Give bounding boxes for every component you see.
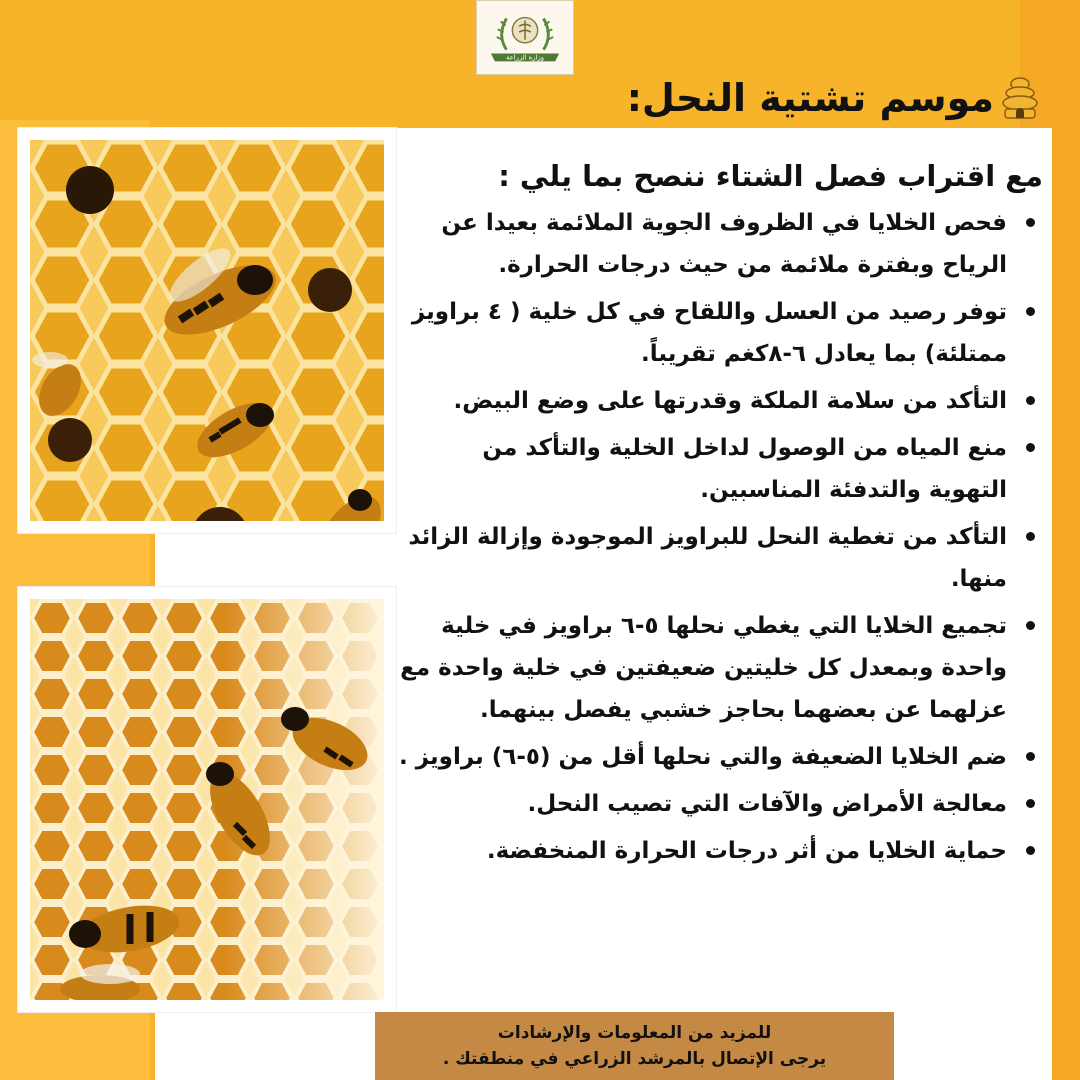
bullet-icon (1026, 799, 1035, 808)
honeycomb-bees-photo-icon (30, 599, 384, 1000)
bullet-icon (1026, 532, 1035, 541)
list-item (398, 427, 1043, 511)
page-title: موسم تشتية النحل: (626, 76, 994, 120)
title-row (627, 70, 1040, 126)
bullet-icon (1026, 218, 1035, 227)
contact-footer (375, 1012, 894, 1080)
advice-section (398, 152, 1043, 972)
footer-line-2: يرجى الإتصال بالمرشد الزراعي في منطقتك . (442, 1049, 827, 1069)
bullet-icon (1026, 846, 1035, 855)
bees-photo-bottom (18, 587, 396, 1012)
tip-text: فحص الخلايا في الظروف الجوية الملائمة بعيدا عن الرياح وبفترة ملائمة من حيث درجات الحرارة. (441, 210, 1007, 278)
tip-text: حماية الخلايا من أثر درجات الحرارة المنخفضة. (486, 838, 1007, 864)
tip-text: منع المياه من الوصول لداخل الخلية والتأكد من التهوية والتدفئة المناسبين. (482, 435, 1007, 503)
intro-text: مع اقتراب فصل الشتاء ننصح بما يلي : (498, 159, 1043, 193)
tip-text: تجميع الخلايا التي يغطي نحلها ٥-٦ براويز في خلية واحدة وبمعدل كل خليتين ضعيفتين في خلية واحدة مع عزلهما عن بعضهما بحاجز خشبي يفصل بينهما. (400, 613, 1007, 723)
list-item (398, 202, 1043, 286)
list-item (398, 605, 1043, 731)
ministry-logo (476, 0, 574, 75)
ministry-emblem-icon (477, 1, 573, 74)
list-item (398, 380, 1043, 422)
tip-text: التأكد من تغطية النحل للبراويز الموجودة وإزالة الزائد منها. (408, 524, 1007, 592)
tip-text: التأكد من سلامة الملكة وقدرتها على وضع البيض. (453, 388, 1007, 414)
bullet-icon (1026, 396, 1035, 405)
footer-line-1: للمزيد من المعلومات والإرشادات (497, 1023, 772, 1043)
bullet-icon (1026, 621, 1035, 630)
bullet-icon (1026, 443, 1035, 452)
tips-list (398, 202, 1043, 872)
bullet-icon (1026, 307, 1035, 316)
list-item (398, 291, 1043, 375)
list-item (398, 783, 1043, 825)
bullet-icon (1026, 752, 1035, 761)
beehive-icon (1000, 76, 1040, 120)
bees-photo-top (18, 128, 396, 533)
tip-text: توفر رصيد من العسل واللقاح في كل خلية ( ٤ براويز ممتلئة) بما يعادل ٦-٨كغم تقريباً. (411, 299, 1007, 367)
honeycomb-bees-photo-icon (30, 140, 384, 521)
list-item (398, 736, 1043, 778)
list-item (398, 830, 1043, 872)
list-item (398, 516, 1043, 600)
tip-text: معالجة الأمراض والآفات التي تصيب النحل. (527, 791, 1007, 817)
logo-label: وزارة الزراعة (505, 53, 545, 62)
tip-text: ضم الخلايا الضعيفة والتي نحلها أقل من (٥-٦) براويز . (398, 744, 1007, 770)
